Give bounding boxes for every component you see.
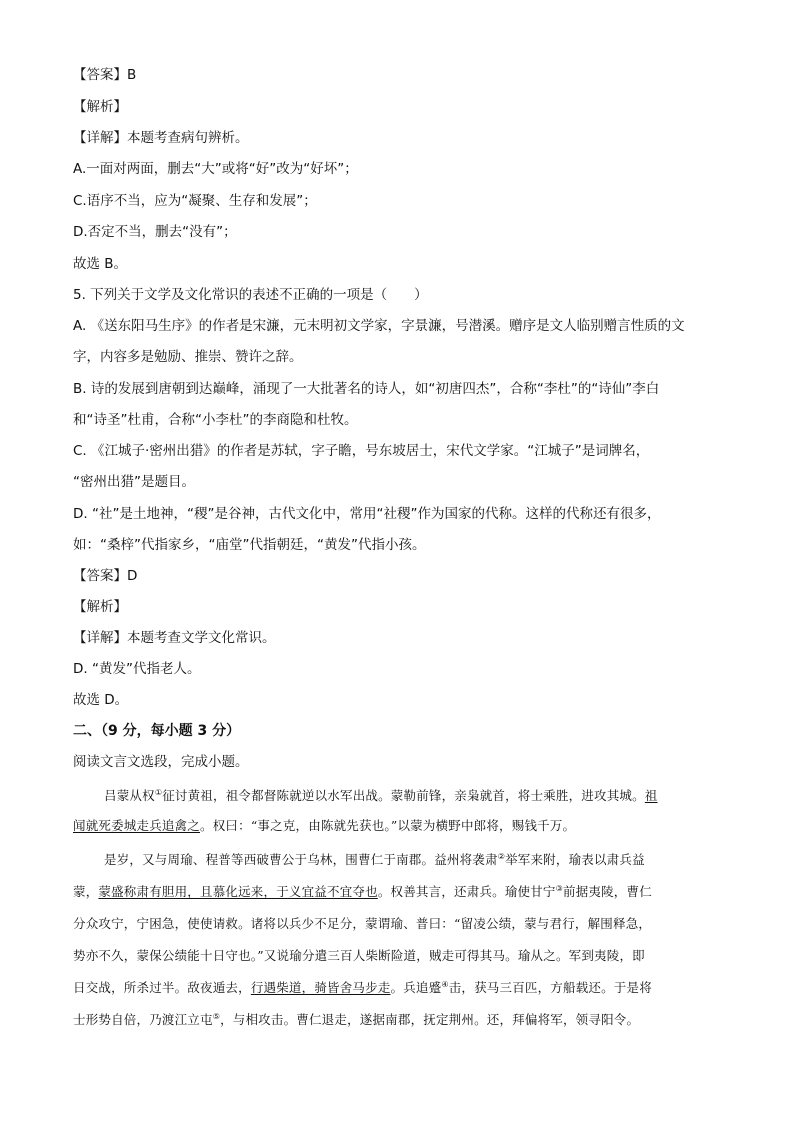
passage-text: 。兵追蹙 xyxy=(390,980,442,995)
passage-text: 前据夷陵，曹仁 xyxy=(563,884,652,899)
q4-explain-d: D.否定不当，删去“没有”； xyxy=(73,224,237,240)
detail-tag: 【详解】 xyxy=(73,630,127,646)
passage-text: 击，获马三百匹，方船载还。于是将 xyxy=(448,980,652,995)
detail-tag: 【详解】 xyxy=(73,130,127,146)
q4-explain-a: A.一面对两面，删去“大”或将“好”改为“好坏”； xyxy=(73,161,358,177)
footnote-marker: ② xyxy=(497,851,506,861)
detail-text: 本题考查文学文化常识。 xyxy=(127,630,276,646)
underlined-sentence: 行遇柴道，骑皆舍马步走 xyxy=(250,980,391,995)
q5-analysis-tag: 【解析】 xyxy=(73,599,127,615)
underlined-sentence: 祖 xyxy=(644,788,658,803)
passage-text: 。权善其言，还肃兵。瑜使甘宁 xyxy=(377,884,556,899)
q5-option-b-line2: 和“诗圣”杜甫，合称“小李杜”的李商隐和杜牧。 xyxy=(73,412,358,428)
q5-answer-line xyxy=(73,566,730,586)
passage-p1-line2 xyxy=(73,816,730,836)
q5-conclusion: 故选 D。 xyxy=(73,692,129,708)
q4-answer-line xyxy=(73,65,730,85)
passage-p2-line5 xyxy=(73,978,730,998)
q5-option-a-line1: A. 《送东阳马生序》的作者是宋濂，元末明初文学家，字景濂，号潜溪。赠序是文人临别赠言性质的文 xyxy=(73,318,685,334)
passage-p2-line1 xyxy=(104,850,730,870)
q5-option-d-line2: 如：“桑梓”代指家乡，“庙堂”代指朝廷，“黄发”代指小孩。 xyxy=(73,537,426,553)
q5-option-b-line1: B. 诗的发展到唐朝到达巅峰，涌现了一大批著名的诗人，如“初唐四杰”，合称“李杜”的“诗仙”李白 xyxy=(73,381,660,397)
footnote-marker: ⑤ xyxy=(212,1011,221,1021)
footnote-marker: ① xyxy=(154,787,163,797)
underlined-sentence: 闻就死委城走兵追禽之 xyxy=(73,818,201,833)
detail-text: 本题考查病句辨析。 xyxy=(127,130,249,146)
passage-text: 。权曰：“事之克，由陈就先获也。”以蒙为横野中郎将，赐钱千万。 xyxy=(200,818,576,833)
footnote-marker: ④ xyxy=(441,979,449,989)
q5-stem: 5. 下列关于文学及文化常识的表述不正确的一项是（ ） xyxy=(73,287,428,303)
passage-p2-line4: 势亦不久，蒙保公绩能十日守也。”又说瑜分遣三百人柴断险道，贼走可得其马。瑜从之。军到夷陵，即 xyxy=(73,948,645,963)
q5-option-c-line1: C. 《江城子·密州出猎》的作者是苏轼，字子瞻，号东坡居士，宋代文学家。“江城子”是词牌名， xyxy=(73,443,650,459)
q5-detail-line xyxy=(73,628,730,648)
passage-text: 征讨黄祖，祖令都督陈就逆以水军出战。蒙勒前锋，亲枭就首，将士乘胜，进攻其城。 xyxy=(162,788,645,803)
passage-text: 日交战，所杀过半。敌夜遁去， xyxy=(73,980,251,995)
passage-p2-line3: 分众攻宁，宁困急，使使请救。诸将以兵少不足分，蒙谓瑜、普曰：“留凌公绩，蒙与君行，解围释急， xyxy=(73,916,652,931)
q4-explain-c: C.语序不当，应为“凝聚、生存和发展”； xyxy=(73,193,317,209)
passage-text: 是岁，又与周瑜、程普等西破曹公于乌林，围曹仁于南郡。益州将袭肃 xyxy=(104,852,498,867)
underlined-sentence: 蒙盛称肃有胆用，且慕化远来，于义宜益不宜夺也 xyxy=(98,884,378,899)
answer-tag: 【答案】 xyxy=(73,67,127,83)
passage-text: 蒙， xyxy=(73,884,99,899)
answer-tag: 【答案】 xyxy=(73,568,127,584)
q5-option-a-line2: 字，内容多是勉励、推崇、赞许之辞。 xyxy=(73,349,303,365)
passage-p2-line6 xyxy=(73,1010,730,1030)
passage-text: 举军来附，瑜表以肃兵益 xyxy=(505,852,645,867)
passage-text: ，与相攻击。曹仁退走，遂据南郡，抚定荆州。还，拜偏将军，领寻阳令。 xyxy=(220,1012,640,1027)
footnote-marker: ③ xyxy=(555,883,563,893)
section-title: 二、（9 分，每小题 3 分） xyxy=(73,723,241,739)
q5-explain-d: D. “黄发”代指老人。 xyxy=(73,661,201,677)
answer-value: D xyxy=(127,568,138,584)
passage-text: 士形势自倍，乃渡江立屯 xyxy=(73,1012,213,1027)
answer-value: B xyxy=(127,67,137,83)
q4-detail-line xyxy=(73,128,730,148)
passage-text: 吕蒙从权 xyxy=(104,788,155,803)
q4-conclusion: 故选 B。 xyxy=(73,256,128,272)
q5-option-d-line1: D. “社”是土地神，“稷”是谷神，古代文化中，常用“社稷”作为国家的代称。这样的代称还有很多， xyxy=(73,506,661,522)
passage-p1-line1 xyxy=(104,786,730,806)
section-instruction: 阅读文言文选段，完成小题。 xyxy=(73,754,249,770)
q5-option-c-line2: “密州出猎”是题目。 xyxy=(73,474,195,490)
q4-analysis-tag: 【解析】 xyxy=(73,99,127,115)
passage-p2-line2 xyxy=(73,882,730,902)
